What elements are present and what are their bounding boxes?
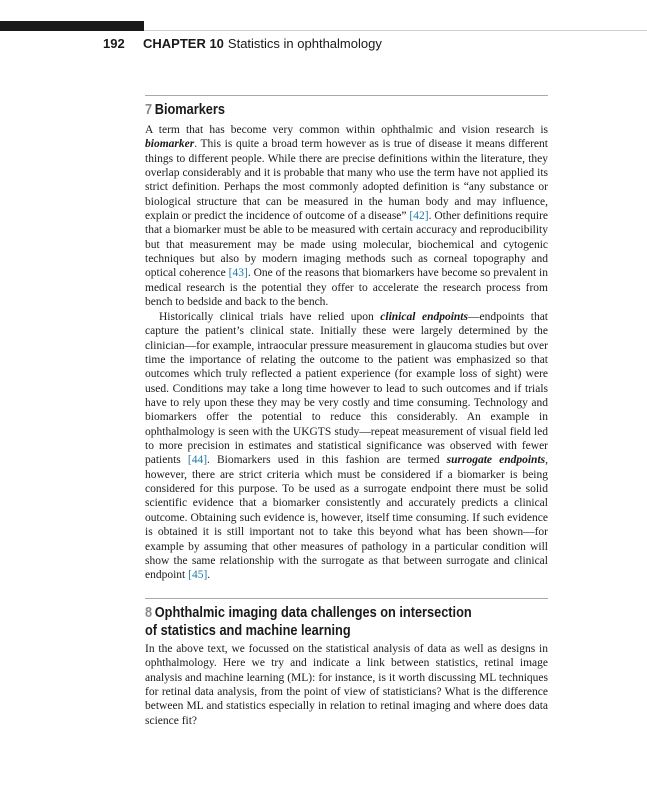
term-emphasis: clinical endpoints [380,311,468,323]
section-title: Biomarkers [154,102,225,118]
term-emphasis: biomarker [145,138,195,151]
running-head [103,36,382,51]
chapter-label: CHAPTER 10 [143,36,224,51]
text: . This is quite a broad term however as is true of disease it means different things to different people. While there are precise definitions within the literature, they overlap considerably and it is probable that many who use the term have not applied its strict definition. Perhaps the most commonly adopted definition is “any substance or biological structure that can be measured in the human body and may influence, explain or predict the incidence of outcome of a disease” [145,138,548,223]
section-title-line1: Ophthalmic imaging data challenges on intersection [154,605,472,621]
section-heading-imaging-challenges [145,604,550,640]
section-title-line2: of statistics and machine learning [145,623,351,639]
text: . Biomarkers used in this fashion are termed [207,454,447,467]
text: . [207,569,211,582]
citation-link[interactable]: [43] [228,267,248,280]
citation-link[interactable]: [44] [187,454,208,467]
text: . Other definitions require that a biomarker must be able to be measured with certain accuracy and reproducibility but that measurement may be made using molecular, biochemical and cytogenic techniques but also by modern imaging methods such as corneal topography and optical coherence [145,210,548,280]
text: —endpoints that capture the patient’s clinical state. Initially these were largely determined by the clinician—for example, intraocular pressure measurement in glaucoma studies but over time the importance of relating the outcome to the patient was emphasized so that outcomes which truly reflected a patient experience (for example loss of sight) were used. Conditions may take a long time however to lead to such outcomes and if trials have to rely upon these they may be very costly and time consuming. Technology and biomarkers offer the potential to reduce this considerably. An example in ophthalmology is seen with the UKGTS study—repeat measurement of visual field led to more precision in estimates and statistical significance was observed with fewer patients [145,311,548,467]
text: A term that has become very common within ophthalmic and vision research is [145,124,548,136]
chapter-title: Statistics in ophthalmology [227,36,382,51]
section-rule [145,598,548,599]
citation-link[interactable]: [42] [409,210,429,223]
text: . One of the reasons that biomarkers have become so prevalent in medical research is the potential they offer to accelerate the research process from bench to bedside and back to the bench. [145,267,549,309]
paragraph: In the above text, we focussed on the statistical analysis of data as well as designs in ophthalmology. Here we try and indicate a link between statistics, retinal image analysis and machine learning (ML): for instance, is it worth discussing ML techniques for retinal data analysis, from the point of view of statisticians? What is the difference between ML and statistics especially in relation to retinal imaging and where does data science fit? [145,643,548,727]
paragraph [145,123,548,309]
text: , however, there are strict criteria which must be considered if a biomarker is being considered for this purpose. To be used as a surrogate endpoint there must be solid scientific evidence that a biomarker consistently and accurately predicts a clinical outcome. Obtaining such evidence is, however, itself time consuming. If such evidence is obtained it is still important not to take this beyond what has been shown—for example by assuming that other measures of pathology in a particular condition will show the same relationship with the surrogate as that between surrogate and clinical endpoint [145,454,548,582]
page-number: 192 [103,36,125,51]
text: Historically clinical trials have relied upon [159,311,381,323]
section-heading-biomarkers [145,101,550,119]
header-bar [0,21,144,31]
section-number: 7 [145,102,153,118]
section-rule [145,95,548,96]
paragraph [145,310,548,583]
citation-link[interactable]: [45] [188,569,208,582]
header-rule [144,30,647,31]
section-number: 8 [145,605,153,621]
term-emphasis: surrogate endpoints [446,454,546,467]
